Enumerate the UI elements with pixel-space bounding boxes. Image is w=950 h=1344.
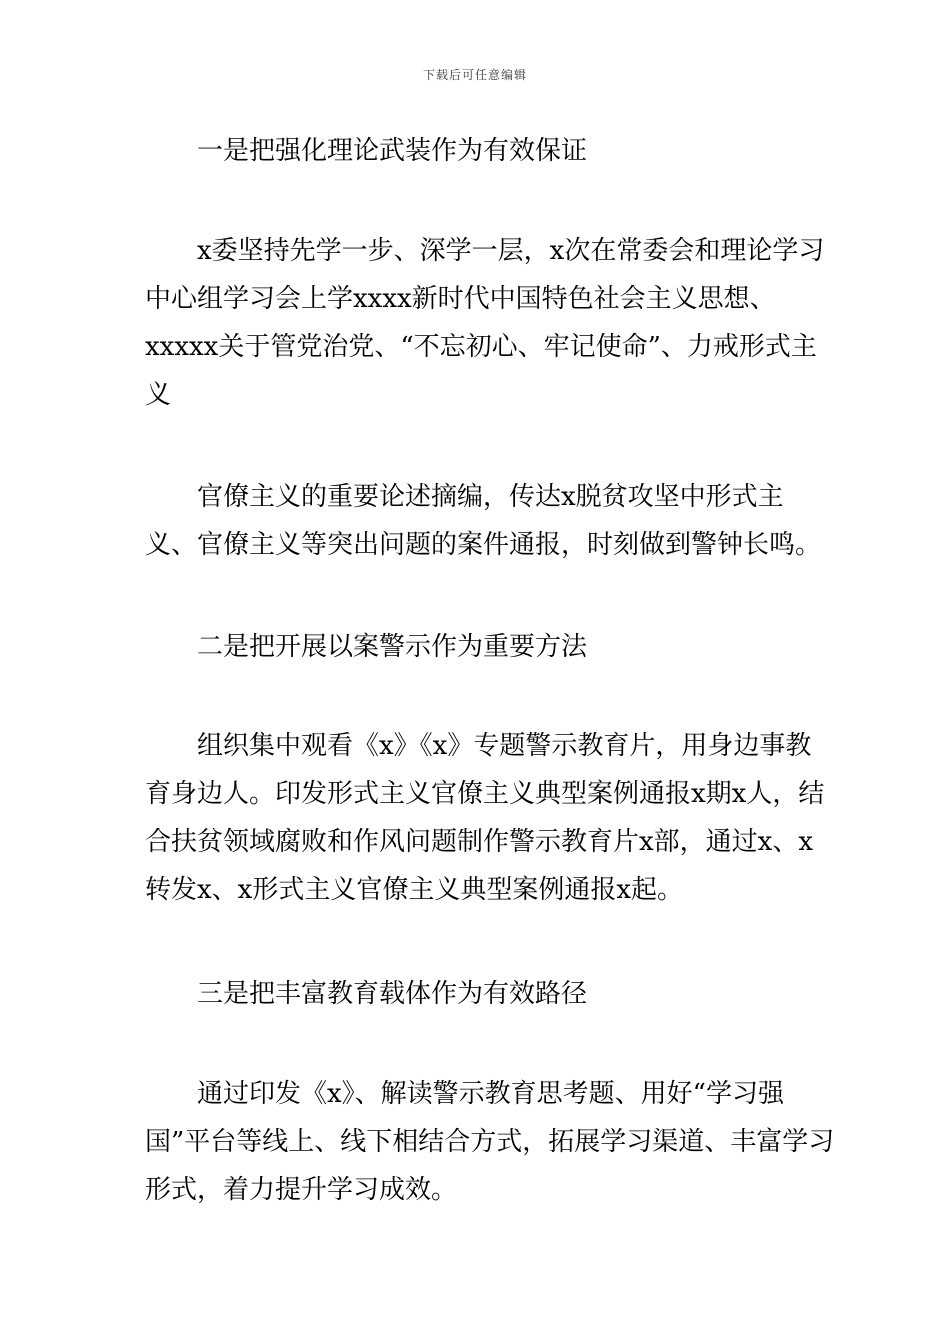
section-heading-2: 二是把开展以案警示作为重要方法: [197, 632, 588, 662]
paragraph-4: 通过印发《x》、解读警示教育思考题、用好“学习强国”平台等线上、线下相结合方式，拓展学习渠道、丰富学习形式，着力提升学习成效。: [145, 1079, 835, 1205]
paragraph-2: 官僚主义的重要论述摘编，传达x脱贫攻坚中形式主义、官僚主义等突出问题的案件通报，时刻做到警钟长鸣。: [145, 482, 822, 560]
header-note: 下载后可任意编辑: [422, 68, 527, 82]
section-heading-1: 一是把强化理论武装作为有效保证: [197, 136, 588, 166]
paragraph-1: x委坚持先学一步、深学一层，x次在常委会和理论学习中心组学习会上学xxxx新时代中国特色社会主义思想、xxxxx关于管党治党、“不忘初心、牢记使命”、力戒形式主义: [145, 236, 825, 410]
paragraph-3: 组织集中观看《x》《x》专题警示教育片，用身边事教育身边人。印发形式主义官僚主义典型案例通报x期x人，结合扶贫领域腐败和作风问题制作警示教育片x部，通过x、x转发x、x形式主义官僚主义典型案例通报x起。: [145, 731, 825, 905]
section-heading-3: 三是把丰富教育载体作为有效路径: [197, 979, 588, 1009]
